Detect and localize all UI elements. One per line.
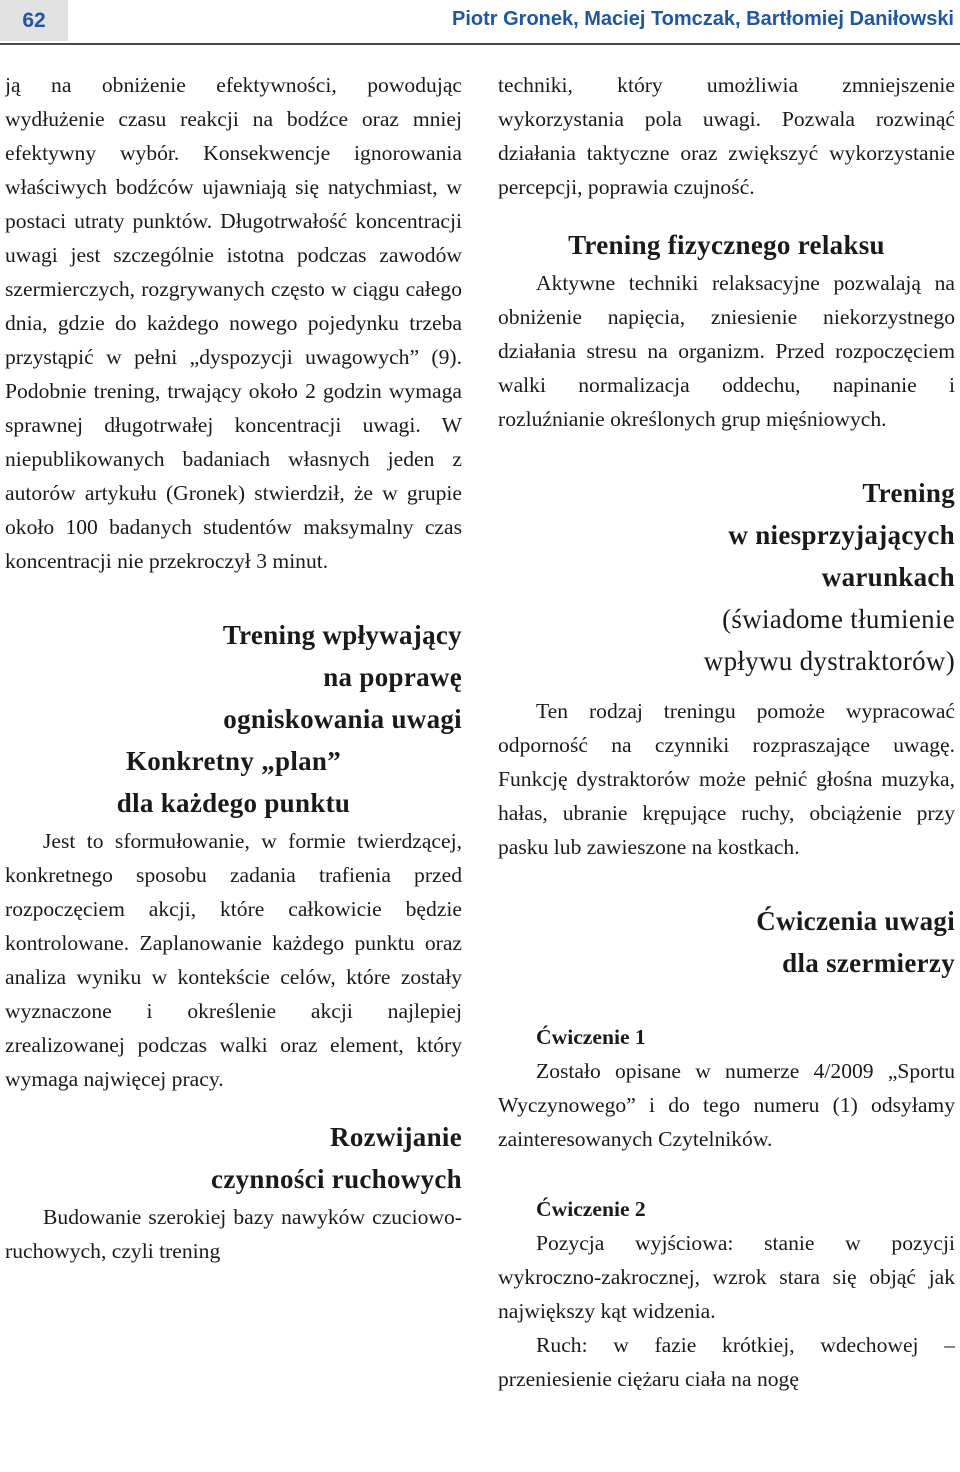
heading-line: ogniskowania uwagi: [223, 704, 462, 734]
heading-fencer-exercises: [498, 900, 955, 984]
heading-adverse-conditions: [498, 472, 955, 682]
left-paragraph-3: Budowanie szerokiej bazy nawyków czuciowo-ruchowych, czyli trening: [5, 1205, 462, 1263]
heading-line: dla szermierzy: [782, 948, 955, 978]
heading-line: na poprawę: [323, 662, 462, 692]
exercise-2-text-1: Pozycja wyjściowa: stanie w pozycji wykroczno-zakrocznej, wzrok stara się objąć jak największy kąt widzenia.: [498, 1231, 955, 1323]
heading-line: (świadome tłumienie: [722, 604, 955, 634]
exercise-2-title: Ćwiczenie 2: [536, 1197, 646, 1221]
heading-line: czynności ruchowych: [211, 1164, 462, 1194]
heading-line: warunkach: [821, 562, 955, 592]
left-paragraph-2: Jest to sformułowanie, w formie twierdzącej, konkretnego sposobu zadania trafienia przed rozpoczęciem akcji, które całkowicie będzie kontrolowane. Zaplanowanie każdego punktu oraz analiza wyniku w kontekście celów, które zostały wyznaczone i określenie akcji najlepiej zrealizowanej podczas walki oraz element, który wymaga najwięcej pracy.: [5, 829, 462, 1091]
exercise-1-title: Ćwiczenie 1: [536, 1025, 646, 1049]
heading-line: Trening: [862, 478, 955, 508]
right-column: [498, 68, 955, 1468]
right-paragraph-1: techniki, który umożliwia zmniejszenie wykorzystania pola uwagi. Pozwala rozwinąć działania taktyczne oraz zwiększyć wykorzystanie percepcji, poprawia czujność.: [498, 73, 955, 199]
exercise-2-text-2: Ruch: w fazie krótkiej, wdechowej – przeniesienie ciężaru ciała na nogę: [498, 1333, 955, 1391]
left-column: [5, 68, 462, 1468]
exercise-1-text: Zostało opisane w numerze 4/2009 „Sportu Wyczynowego” i do tego numeru (1) odsyłamy zainteresowanych Czytelników.: [498, 1059, 955, 1151]
page-number: 62: [0, 0, 68, 41]
running-head-authors: Piotr Gronek, Maciej Tomczak, Bartłomiej Daniłowski: [452, 8, 954, 30]
heading-line: Trening wpływający: [222, 620, 462, 650]
heading-line: w niesprzyjających: [728, 520, 955, 550]
page-header: [0, 0, 960, 44]
heading-attention-focus-training: [5, 614, 462, 740]
heading-line: Rozwijanie: [330, 1122, 462, 1152]
heading-line: Konkretny „plan”: [125, 746, 342, 776]
heading-line: wpływu dystraktorów): [703, 646, 955, 676]
right-paragraph-3: Ten rodzaj treningu pomoże wypracować odporność na czynniki rozpraszające uwagę. Funkcję dystraktorów może pełnić głośna muzyka, hałas, ubranie krępujące ruchy, obciążenie przy pasku lub zawieszone na kostkach.: [498, 699, 955, 859]
heading-motor-skills: [5, 1116, 462, 1200]
right-paragraph-2: Aktywne techniki relaksacyjne pozwalają na obniżenie napięcia, zniesienie niekorzystnego działania stresu na organizm. Przed rozpoczęciem walki normalizacja oddechu, napinanie i rozluźnianie określonych grup mięśniowych.: [498, 271, 955, 431]
subheading-concrete-plan: [5, 740, 462, 824]
heading-line: dla każdego punktu: [116, 788, 351, 818]
header-rule: [0, 43, 960, 45]
heading-line: Ćwiczenia uwagi: [756, 906, 955, 936]
heading-physical-relaxation: Trening fizycznego relaksu: [568, 230, 885, 260]
left-paragraph-1: ją na obniżenie efektywności, powodując wydłużenie czasu reakcji na bodźce oraz mniej efektywny wybór. Konsekwencje ignorowania właściwych bodźców ujawniają się natychmiast, w postaci utraty punktów. Długotrwałość koncentracji uwagi jest szczególnie istotna podczas zawodów szermierczych, rozgrywanych często w ciągu całego dnia, gdzie do każdego nowego pojedynku trzeba przystąpić w pełni „dyspozycji uwagowych” (9). Podobnie trening, trwający około 2 godzin wymaga sprawnej długotrwałej koncentracji uwagi. W niepublikowanych badaniach własnych jeden z autorów artykułu (Gronek) stwierdził, że w grupie około 100 badanych studentów maksymalny czas koncentracji nie przekroczył 3 minut.: [5, 73, 462, 573]
